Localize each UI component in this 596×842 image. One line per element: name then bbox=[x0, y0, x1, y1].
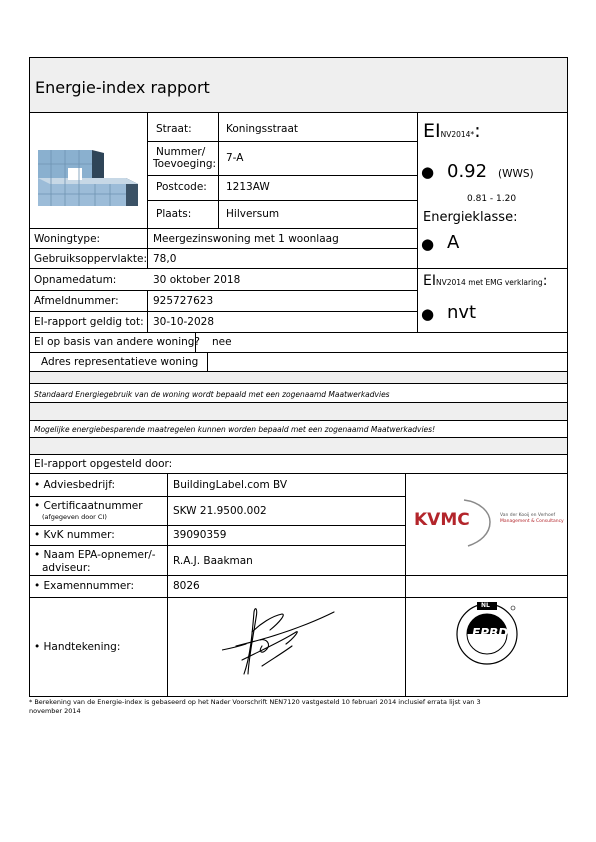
emg-main: EI bbox=[423, 273, 436, 289]
divider bbox=[30, 352, 567, 353]
ei-colon: : bbox=[474, 120, 481, 142]
kvk-label: • KvK nummer: bbox=[34, 529, 115, 541]
divider bbox=[30, 332, 567, 333]
divider bbox=[30, 473, 567, 474]
epbd-badge: NL bbox=[481, 602, 490, 609]
company-value: BuildingLabel.com BV bbox=[173, 479, 288, 491]
name-label: • Naam EPA-opnemer/- bbox=[34, 549, 156, 561]
street-value: Koningsstraat bbox=[226, 123, 299, 135]
divider bbox=[417, 113, 418, 332]
divider bbox=[30, 268, 567, 269]
company-label: • Adviesbedrijf: bbox=[34, 479, 116, 491]
divider bbox=[30, 311, 417, 312]
emg-sub: NV2014 met EMG verklaring bbox=[435, 278, 543, 287]
geldig-value: 30-10-2028 bbox=[153, 316, 215, 328]
divider bbox=[167, 473, 168, 697]
divider bbox=[147, 113, 148, 268]
name-value: R.A.J. Baakman bbox=[173, 555, 253, 567]
energy-class-label: Energieklasse: bbox=[423, 210, 518, 225]
divider bbox=[30, 597, 567, 598]
footnote: november 2014 bbox=[29, 707, 81, 715]
divider bbox=[147, 175, 417, 176]
divider bbox=[30, 496, 405, 497]
cert-value: SKW 21.9500.002 bbox=[173, 505, 267, 517]
number-label: Toevoeging: bbox=[153, 158, 217, 170]
grey-band bbox=[30, 402, 567, 421]
kvmc-line1: Van der Kooij en Verhoef bbox=[500, 513, 556, 518]
kvmc-text: KVMC bbox=[414, 510, 470, 530]
ei-main: EI bbox=[423, 120, 441, 142]
page-title: Energie-index rapport bbox=[35, 78, 210, 97]
footnote: * Berekening van de Energie-index is gebaseerd op het Nader Voorschrift NEN7120 vastgesteld 10 februari 2014 inclusief errata lijst van 3 bbox=[29, 698, 481, 706]
kvmc-line2: Management & Consultancy bbox=[500, 519, 564, 524]
kvmc-logo bbox=[412, 490, 562, 550]
standard-note: Standaard Energiegebruik van de woning wordt bepaald met een zogenaamd Maatwerkadvies bbox=[34, 390, 390, 399]
divider bbox=[218, 113, 219, 228]
divider bbox=[30, 545, 405, 546]
signature-label: • Handtekening: bbox=[34, 641, 121, 653]
name-label: adviseur: bbox=[42, 562, 91, 574]
ei-value: 0.92 bbox=[447, 161, 488, 182]
representative-label: Adres representatieve woning bbox=[41, 356, 199, 368]
ei-range: 0.81 - 1.20 bbox=[467, 194, 517, 204]
woningtype-value: Meergezinswoning met 1 woonlaag bbox=[153, 233, 339, 245]
oppervlakte-value: 78,0 bbox=[153, 253, 177, 265]
postcode-value: 1213AW bbox=[226, 181, 270, 193]
postcode-label: Postcode: bbox=[156, 181, 207, 193]
oppervlakte-label: Gebruiksoppervlakte: bbox=[34, 253, 147, 265]
emg-colon: : bbox=[542, 273, 548, 289]
divider bbox=[30, 525, 405, 526]
divider bbox=[147, 200, 417, 201]
exam-label: • Examennummer: bbox=[34, 580, 135, 592]
number-label: Nummer/ bbox=[156, 146, 206, 158]
divider bbox=[30, 575, 567, 576]
energy-class-bullet: ● bbox=[421, 235, 435, 253]
emg-value: nvt bbox=[447, 302, 477, 323]
opnamedatum-value: 30 oktober 2018 bbox=[153, 274, 241, 286]
cert-label: • Certificaatnummer bbox=[34, 500, 143, 512]
epbd-logo bbox=[451, 600, 523, 668]
emg-heading bbox=[423, 271, 547, 293]
signature-image bbox=[222, 602, 342, 682]
ei-unit: (WWS) bbox=[498, 168, 534, 180]
afmeldnummer-label: Afmeldnummer: bbox=[34, 295, 119, 307]
cert-sublabel: (afgegeven door CI) bbox=[42, 513, 107, 521]
number-value: 7-A bbox=[226, 152, 244, 164]
emg-bullet: ● bbox=[421, 305, 435, 323]
exam-value: 8026 bbox=[173, 580, 200, 592]
measures-note: Mogelijke energiebesparende maatregelen kunnen worden bepaald met een zogenaamd Maatwerkadvies! bbox=[34, 425, 436, 434]
other-basis-value: nee bbox=[212, 336, 232, 348]
afmeldnummer-value: 925727623 bbox=[153, 295, 214, 307]
building-image bbox=[38, 148, 140, 210]
energy-class-value: A bbox=[447, 232, 460, 253]
other-basis-label: EI op basis van andere woning? bbox=[34, 336, 201, 348]
city-value: Hilversum bbox=[226, 208, 280, 220]
city-label: Plaats: bbox=[156, 208, 192, 220]
divider bbox=[30, 228, 417, 229]
divider bbox=[30, 248, 417, 249]
divider bbox=[207, 352, 208, 371]
kvk-value: 39090359 bbox=[173, 529, 227, 541]
epbd-text: EPBD bbox=[472, 626, 509, 640]
ei-sub: NV2014* bbox=[440, 130, 475, 139]
grey-band bbox=[30, 372, 567, 384]
grey-band bbox=[30, 437, 567, 455]
divider bbox=[30, 290, 417, 291]
divider bbox=[147, 290, 148, 332]
street-label: Straat: bbox=[156, 123, 192, 135]
woningtype-label: Woningtype: bbox=[34, 233, 101, 245]
prepared-by: EI-rapport opgesteld door: bbox=[34, 458, 173, 470]
divider bbox=[405, 473, 406, 697]
ei-bullet: ● bbox=[421, 163, 435, 181]
geldig-label: EI-rapport geldig tot: bbox=[34, 316, 144, 328]
opnamedatum-label: Opnamedatum: bbox=[34, 274, 117, 286]
divider bbox=[147, 141, 417, 142]
ei-heading bbox=[423, 120, 481, 146]
